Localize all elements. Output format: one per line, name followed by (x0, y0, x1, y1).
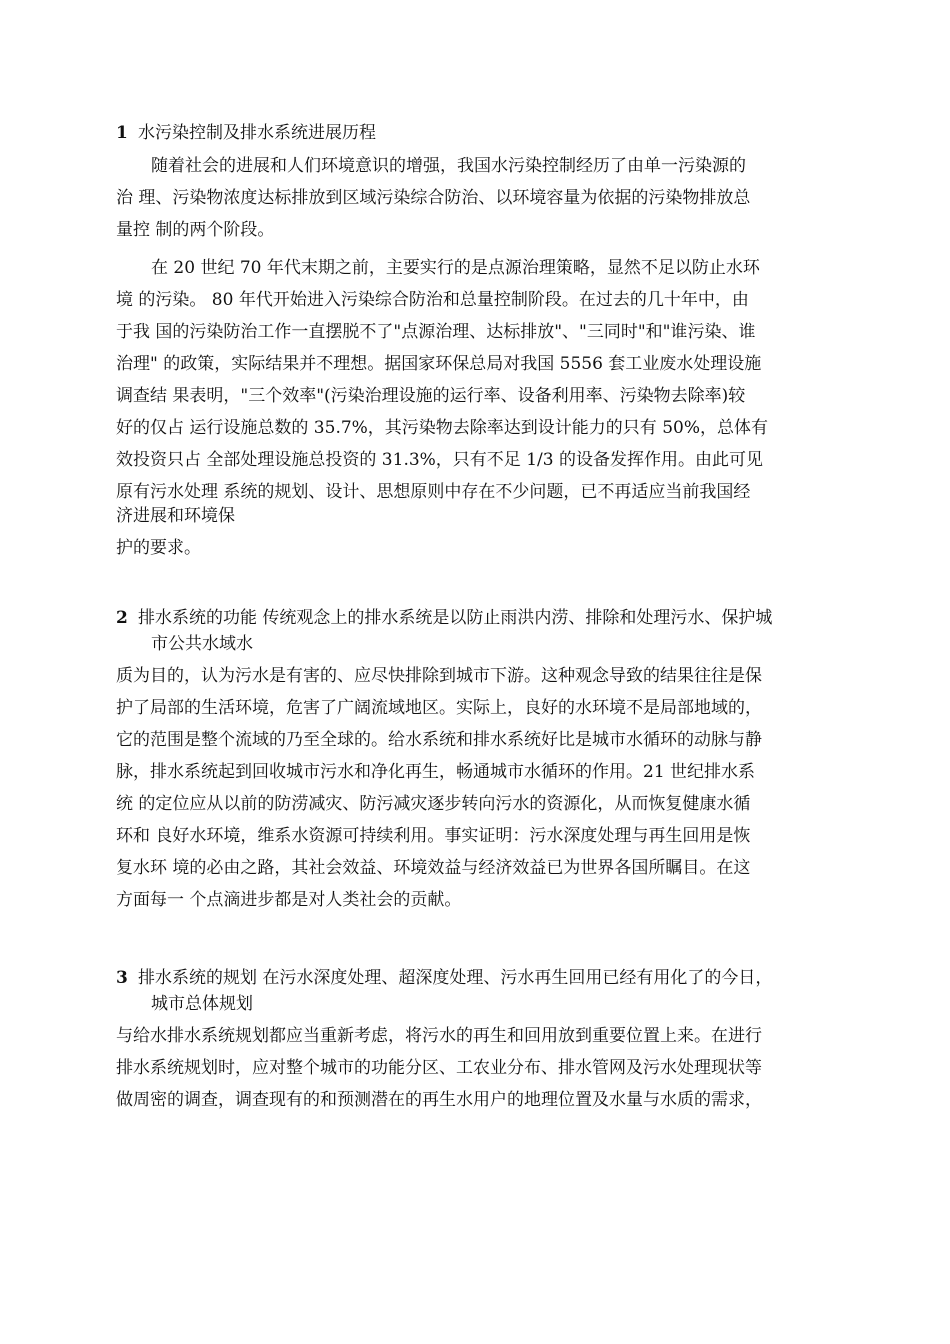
section-3-heading-cont: 城市总体规划 (151, 994, 253, 1014)
section-2-line-1: 质为目的，认为污水是有害的、应尽快排除到城市下游。这种观念导致的结果往往是保 (116, 666, 762, 686)
section-3-line-1: 与给水排水系统规划都应当重新考虑，将污水的再生和回用放到重要位置上来。在进行 (116, 1026, 762, 1046)
section-3-title: 排水系统的规划 在污水深度处理、超深度处理、污水再生回用已经有用化了的今日， (138, 968, 773, 988)
section-1-line-3: 量控 制的两个阶段。 (116, 220, 275, 240)
section-1-line-5: 境 的污染。 80 年代开始进入污染综合防治和总量控制阶段。在过去的几十年中，由 (116, 290, 749, 310)
section-1-line-11: 原有污水处理 系统的规划、设计、思想原则中存在不少问题，已不再适应当前我国经 (116, 482, 751, 502)
section-2-number: 2 (116, 608, 128, 628)
section-3-line-3: 做周密的调查，调查现有的和预测潜在的再生水用户的地理位置及水量与水质的需求， (116, 1090, 762, 1110)
section-2-line-8: 方面每一 个点滴进步都是对人类社会的贡献。 (116, 890, 462, 910)
section-3-number: 3 (116, 968, 128, 988)
section-1-number: 1 (116, 123, 128, 143)
section-1-heading (116, 121, 376, 145)
section-2-title: 排水系统的功能 传统观念上的排水系统是以防止雨洪内涝、排除和处理污水、保护城 (138, 608, 773, 628)
section-3-line-2: 排水系统规划时，应对整个城市的功能分区、工农业分布、排水管网及污水处理现状等 (116, 1058, 762, 1078)
section-1-line-10: 效投资只占 全部处理设施总投资的 31.3%，只有不足 1/3 的设备发挥作用。由此可见 (116, 450, 763, 470)
section-1-line-13: 护的要求。 (116, 538, 201, 558)
section-1-line-6: 于我 国的污染防治工作一直摆脱不了"点源治理、达标排放"、"三同时"和"谁污染、谁 (116, 322, 756, 342)
section-1-line-2: 治 理、污染物浓度达标排放到区域污染综合防治、以环境容量为依据的污染物排放总 (116, 188, 751, 208)
section-1-line-4: 在 20 世纪 70 年代末期之前，主要实行的是点源治理策略，显然不足以防止水环 (151, 258, 760, 278)
section-1-title: 水污染控制及排水系统进展历程 (138, 123, 376, 143)
section-2-heading-cont: 市公共水域水 (151, 634, 253, 654)
section-1-line-8: 调查结 果表明，"三个效率"(污染治理设施的运行率、设备利用率、污染物去除率)较 (116, 386, 746, 406)
section-2-line-7: 复水环 境的必由之路，其社会效益、环境效益与经济效益已为世界各国所瞩目。在这 (116, 858, 751, 878)
section-1-line-1: 随着社会的进展和人们环境意识的增强，我国水污染控制经历了由单一污染源的 (151, 156, 746, 176)
section-1-line-9: 好的仅占 运行设施总数的 35.7%，其污染物去除率达到设计能力的只有 50%，总体有 (116, 418, 768, 438)
section-2-line-2: 护了局部的生活环境，危害了广阔流域地区。实际上，良好的水环境不是局部地域的， (116, 698, 762, 718)
section-2-line-6: 环和 良好水环境，维系水资源可持续利用。事实证明：污水深度处理与再生回用是恢 (116, 826, 751, 846)
section-2-heading (116, 606, 772, 630)
section-2-line-5: 统 的定位应从以前的防涝减灾、防污减灾逐步转向污水的资源化，从而恢复健康水循 (116, 794, 751, 814)
section-3-heading (116, 966, 772, 990)
section-2-line-3: 它的范围是整个流域的乃至全球的。给水系统和排水系统好比是城市水循环的动脉与静 (116, 730, 762, 750)
section-2-line-4: 脉，排水系统起到回收城市污水和净化再生，畅通城市水循环的作用。21 世纪排水系 (116, 762, 756, 782)
section-1-line-12: 济进展和环境保 (116, 506, 235, 526)
section-1-line-7: 治理" 的政策，实际结果并不理想。据国家环保总局对我国 5556 套工业废水处理设施 (116, 354, 762, 374)
